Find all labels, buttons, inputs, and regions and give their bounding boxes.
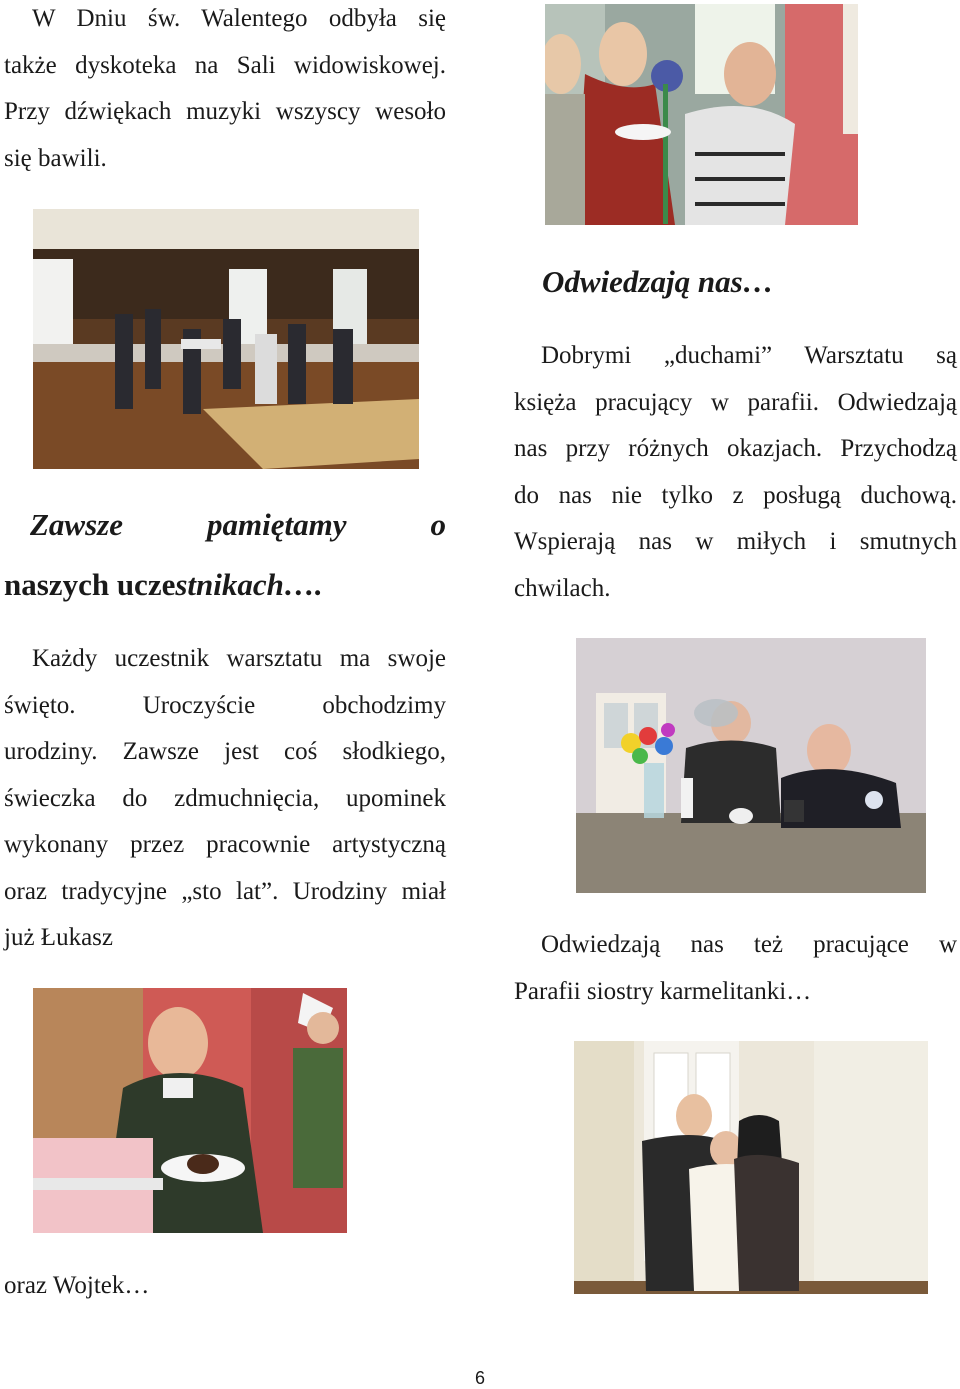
visits-line-3: nas przy różnych okazjach. Przychodzą <box>514 435 957 462</box>
sisters-paragraph <box>514 922 957 1015</box>
birthday-line-3: urodziny. Zawsze jest coś słodkiego, <box>4 738 446 765</box>
visits-line-2: księża pracujący w parafii. Odwiedzają <box>514 388 957 416</box>
intro-line-1: W Dniu św. Walentego odbyła się <box>32 5 446 32</box>
birthday-line-4: świeczka do zdmuchnięcia, upominek <box>4 784 446 812</box>
sisters-line-1: Odwiedzają nas też pracujące w <box>541 931 957 958</box>
birthday-photo <box>33 988 347 1233</box>
heading-line-2-italic: stnikach…. <box>175 567 323 602</box>
birthday-line-7: już Łukasz <box>4 924 113 951</box>
visits-paragraph <box>514 333 957 612</box>
heading-line-2-plain: naszych ucze <box>4 567 176 602</box>
visits-line-6: chwilach. <box>514 574 611 602</box>
birthday-line-1: Każdy uczestnik warsztatu ma swoje <box>32 645 446 672</box>
birthday-heading-line-1 <box>4 505 446 545</box>
closing-text: oraz Wojtek… <box>4 1272 150 1299</box>
intro-paragraph <box>4 0 446 182</box>
birthday-heading-line-2 <box>4 565 446 605</box>
sisters-photo <box>574 1041 928 1294</box>
birthday-paragraph <box>4 636 446 962</box>
visits-line-5: Wspierają nas w miłych i smutnych <box>514 528 957 555</box>
page-number: 6 <box>474 1368 485 1388</box>
dance-hall-photo <box>33 209 419 469</box>
priest-visit-photo <box>545 4 858 225</box>
visits-line-1: Dobrymi „duchami” Warsztatu są <box>541 342 957 369</box>
birthday-line-2: święto. Uroczyście obchodzimy <box>4 691 446 719</box>
priests-table-photo <box>576 638 926 893</box>
intro-line-4: się bawili. <box>4 144 107 172</box>
heading-word-3: o <box>430 507 446 542</box>
birthday-heading <box>4 505 446 605</box>
heading-word-1: Zawsze <box>30 507 123 542</box>
heading-word-2: pamiętamy <box>207 507 347 542</box>
sisters-line-2: Parafii siostry karmelitanki… <box>514 977 812 1005</box>
birthday-line-5: wykonany przez pracownie artystyczną <box>4 831 446 858</box>
intro-line-3: Przy dźwiękach muzyki wszyscy wesoło <box>4 98 446 125</box>
visits-line-4: do nas nie tylko z posługą duchową. <box>514 481 957 509</box>
birthday-line-6: oraz tradycyjne „sto lat”. Urodziny miał <box>4 877 446 905</box>
intro-line-2: także dyskoteka na Sali widowiskowej. <box>4 51 446 79</box>
visits-heading: Odwiedzają nas… <box>542 264 774 299</box>
